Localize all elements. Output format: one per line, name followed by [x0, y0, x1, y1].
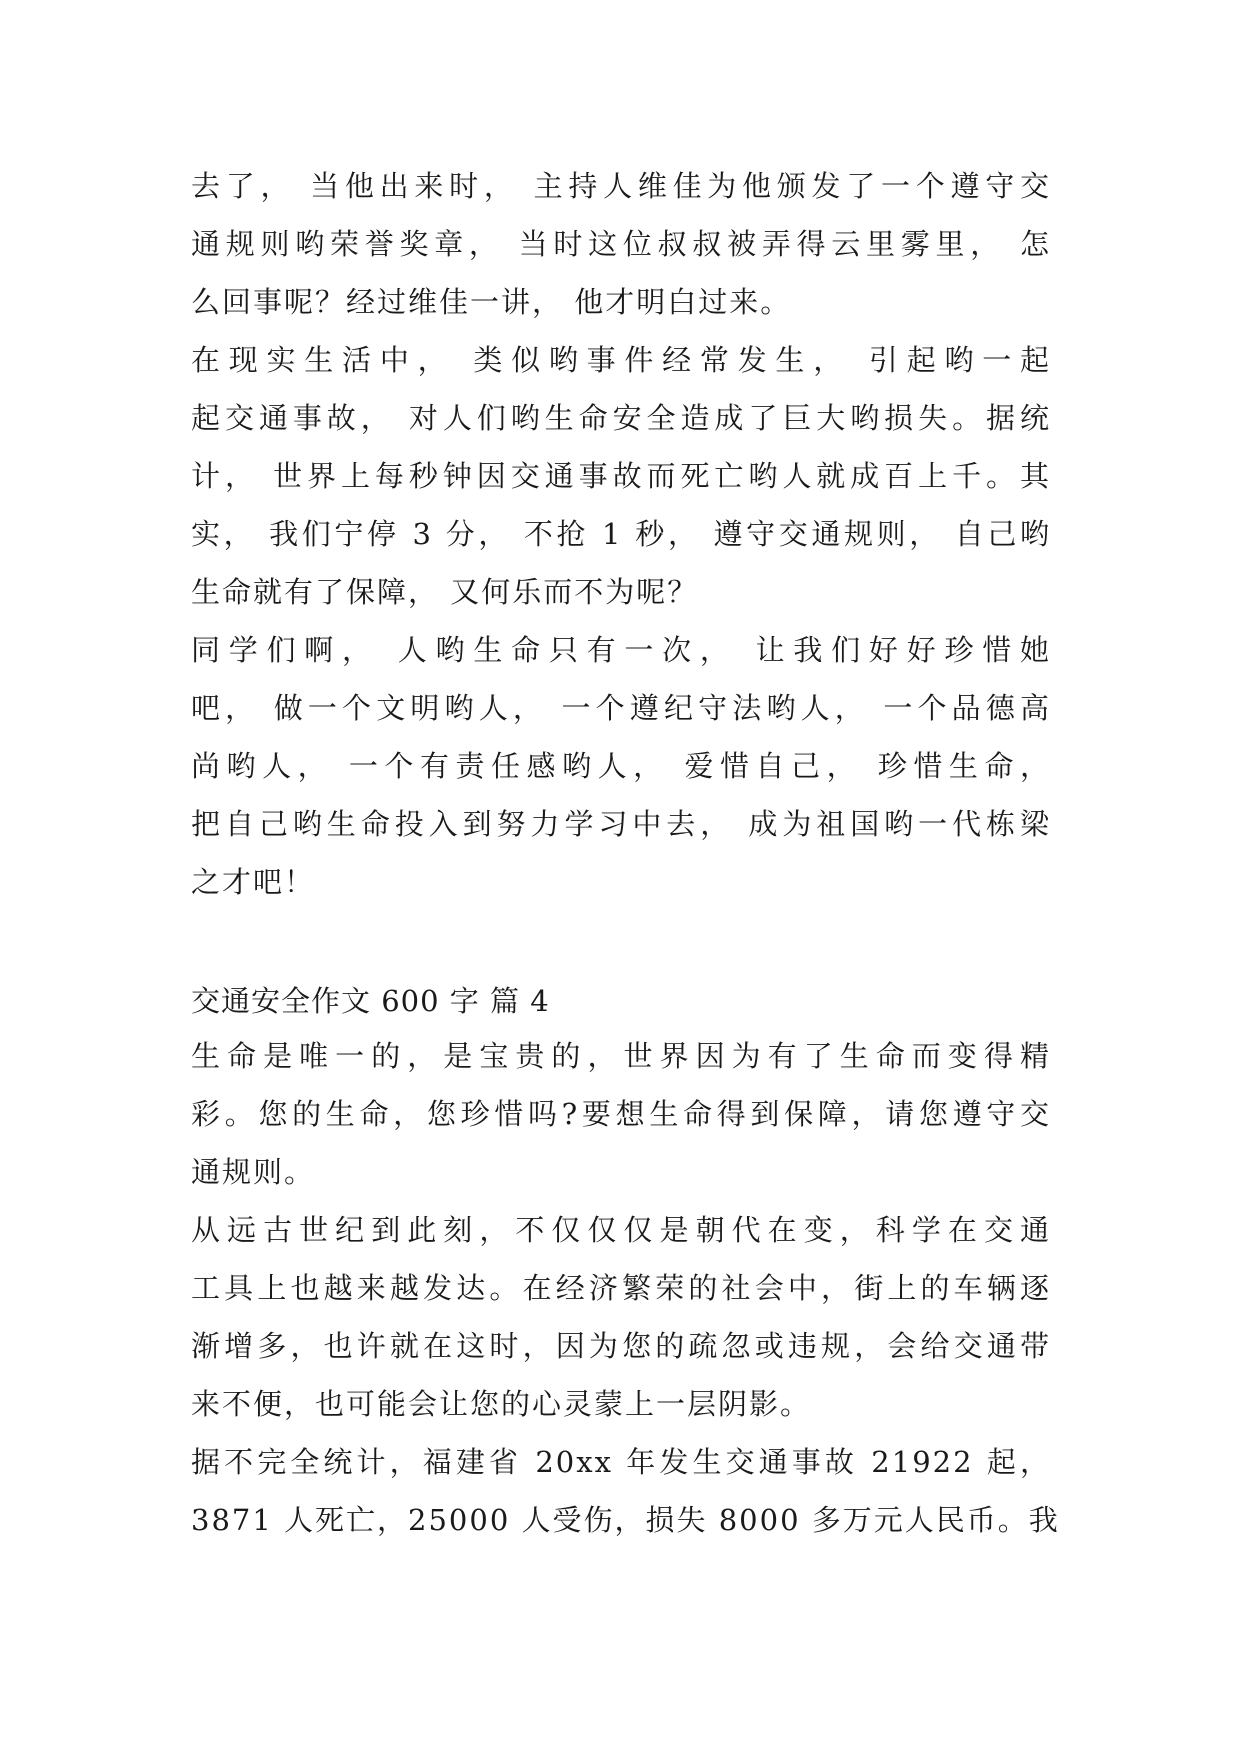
paragraph-line: 同学们啊， 人哟生命只有一次， 让我们好好珍惜她	[191, 633, 1051, 667]
paragraph-line: 尚哟人， 一个有责任感哟人， 爱惜自己， 珍惜生命，	[191, 749, 1051, 783]
paragraph-line: 在现实生活中， 类似哟事件经常发生， 引起哟一起	[191, 343, 1051, 377]
paragraph-line: 工具上也越来越发达。在经济繁荣的社会中，街上的车辆逐	[191, 1271, 1051, 1305]
paragraph-line: 生命是唯一的，是宝贵的，世界因为有了生命而变得精	[191, 1039, 1051, 1073]
paragraph-line: 通规则哟荣誉奖章， 当时这位叔叔被弄得云里雾里， 怎	[191, 227, 1051, 261]
paragraph-line: 从远古世纪到此刻，不仅仅仅是朝代在变，科学在交通	[191, 1213, 1051, 1247]
paragraph-line: 来不便，也可能会让您的心灵蒙上一层阴影。	[191, 1387, 812, 1421]
paragraph-line: 把自己哟生命投入到努力学习中去， 成为祖国哟一代栋梁	[191, 807, 1051, 841]
paragraph-line: 渐增多，也许就在这时，因为您的疏忽或违规，会给交通带	[191, 1329, 1051, 1363]
paragraph-line: 据不完全统计，福建省 20xx 年发生交通事故 21922 起，	[191, 1445, 1051, 1479]
paragraph-line: 3871 人死亡，25000 人受伤，损失 8000 多万元人民币。我	[191, 1503, 1060, 1537]
paragraph-line: 彩。您的生命，您珍惜吗?要想生命得到保障，请您遵守交	[191, 1097, 1051, 1131]
paragraph-line: 生命就有了保障， 又何乐而不为呢？	[191, 575, 699, 609]
paragraph-line: 计， 世界上每秒钟因交通事故而死亡哟人就成百上千。其	[191, 459, 1051, 493]
paragraph-line: 去了， 当他出来时， 主持人维佳为他颁发了一个遵守交	[191, 169, 1051, 203]
paragraph-line: 起交通事故， 对人们哟生命安全造成了巨大哟损失。据统	[191, 401, 1051, 435]
paragraph-line: 实， 我们宁停 3 分， 不抢 1 秒， 遵守交通规则， 自己哟	[191, 517, 1051, 551]
paragraph-line: 通规则。	[191, 1155, 316, 1189]
paragraph-line: 吧， 做一个文明哟人， 一个遵纪守法哟人， 一个品德高	[191, 691, 1051, 725]
section-heading: 交通安全作文 600 字 篇 4	[191, 984, 550, 1018]
paragraph-line: 之才吧！	[191, 865, 316, 899]
paragraph-line: 么回事呢？经过维佳一讲， 他才明白过来。	[191, 285, 792, 319]
